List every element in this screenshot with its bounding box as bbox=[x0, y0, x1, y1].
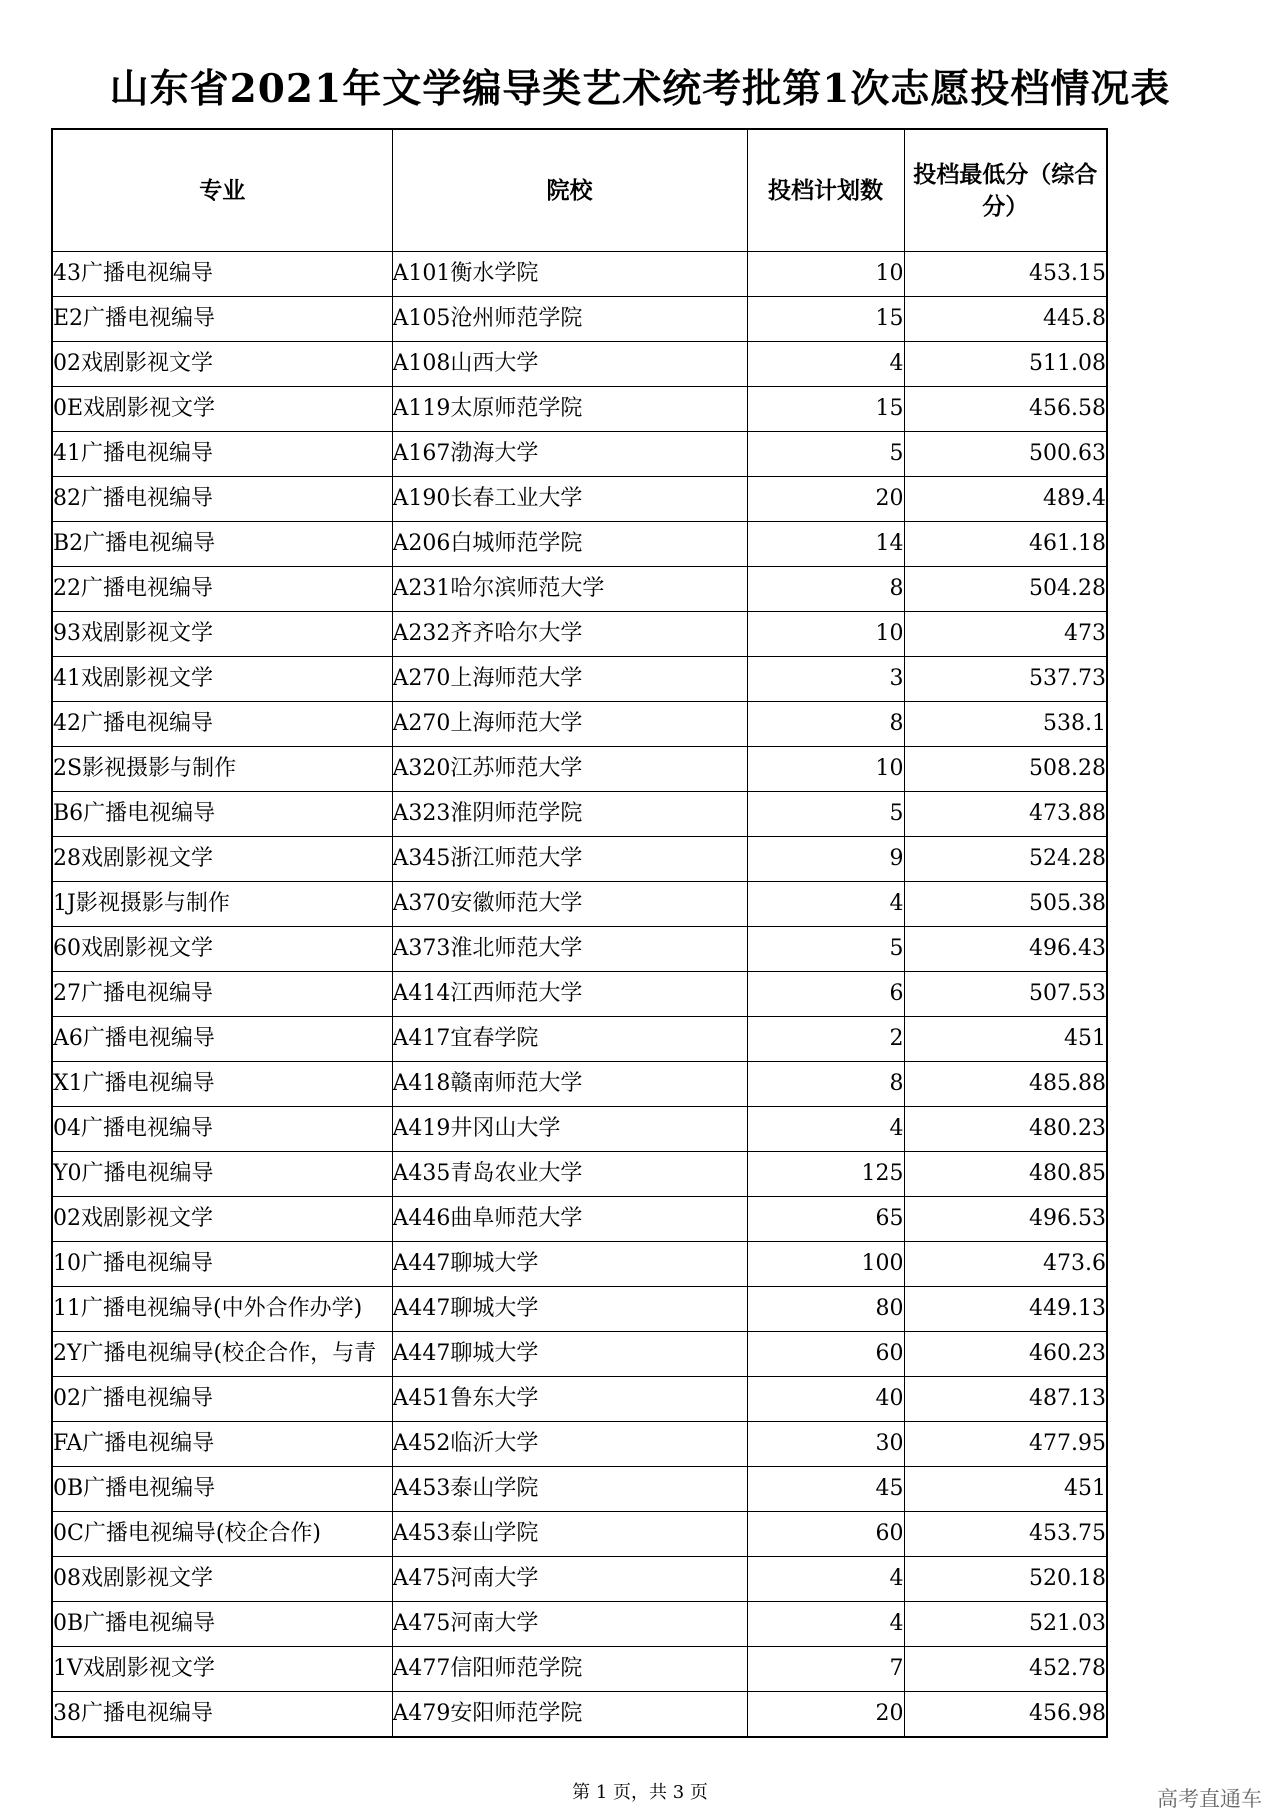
cell-major: 2Y广播电视编导(校企合作，与青 bbox=[52, 1332, 392, 1377]
cell-school: A206白城师范学院 bbox=[392, 522, 747, 567]
cell-score: 477.95 bbox=[904, 1422, 1107, 1467]
cell-plan: 20 bbox=[747, 477, 904, 522]
cell-plan: 2 bbox=[747, 1017, 904, 1062]
cell-major: 02戏剧影视文学 bbox=[52, 342, 392, 387]
cell-school: A447聊城大学 bbox=[392, 1332, 747, 1377]
cell-plan: 5 bbox=[747, 432, 904, 477]
table-row bbox=[52, 702, 1107, 747]
table-row bbox=[52, 1467, 1107, 1512]
cell-school: A419井冈山大学 bbox=[392, 1107, 747, 1152]
cell-score: 452.78 bbox=[904, 1647, 1107, 1692]
cell-score: 500.63 bbox=[904, 432, 1107, 477]
cell-major: 08戏剧影视文学 bbox=[52, 1557, 392, 1602]
cell-score: 521.03 bbox=[904, 1602, 1107, 1647]
cell-plan: 60 bbox=[747, 1332, 904, 1377]
cell-plan: 10 bbox=[747, 252, 904, 297]
cell-school: A418赣南师范大学 bbox=[392, 1062, 747, 1107]
cell-plan: 45 bbox=[747, 1467, 904, 1512]
cell-major: X1广播电视编导 bbox=[52, 1062, 392, 1107]
cell-major: 38广播电视编导 bbox=[52, 1692, 392, 1738]
cell-school: A475河南大学 bbox=[392, 1557, 747, 1602]
cell-plan: 6 bbox=[747, 972, 904, 1017]
cell-plan: 100 bbox=[747, 1242, 904, 1287]
cell-score: 445.8 bbox=[904, 297, 1107, 342]
cell-major: 82广播电视编导 bbox=[52, 477, 392, 522]
cell-school: A475河南大学 bbox=[392, 1602, 747, 1647]
admission-table bbox=[51, 128, 1108, 1738]
table-row bbox=[52, 1152, 1107, 1197]
header-score: 投档最低分（综合分） bbox=[904, 129, 1107, 252]
cell-school: A101衡水学院 bbox=[392, 252, 747, 297]
cell-school: A373淮北师范大学 bbox=[392, 927, 747, 972]
cell-school: A270上海师范大学 bbox=[392, 657, 747, 702]
cell-plan: 8 bbox=[747, 702, 904, 747]
cell-score: 473.6 bbox=[904, 1242, 1107, 1287]
cell-score: 524.28 bbox=[904, 837, 1107, 882]
page-title: 山东省2021年文学编导类艺术统考批第1次志愿投档情况表 bbox=[109, 66, 1171, 112]
cell-major: B2广播电视编导 bbox=[52, 522, 392, 567]
cell-major: B6广播电视编导 bbox=[52, 792, 392, 837]
cell-school: A414江西师范大学 bbox=[392, 972, 747, 1017]
table-row bbox=[52, 657, 1107, 702]
cell-major: 41戏剧影视文学 bbox=[52, 657, 392, 702]
table-header-row bbox=[52, 129, 1107, 252]
cell-school: A320江苏师范大学 bbox=[392, 747, 747, 792]
cell-major: 10广播电视编导 bbox=[52, 1242, 392, 1287]
cell-school: A453泰山学院 bbox=[392, 1467, 747, 1512]
cell-plan: 5 bbox=[747, 927, 904, 972]
cell-score: 453.15 bbox=[904, 252, 1107, 297]
cell-plan: 14 bbox=[747, 522, 904, 567]
cell-score: 496.43 bbox=[904, 927, 1107, 972]
cell-school: A417宜春学院 bbox=[392, 1017, 747, 1062]
cell-plan: 40 bbox=[747, 1377, 904, 1422]
cell-score: 489.4 bbox=[904, 477, 1107, 522]
cell-school: A323淮阴师范学院 bbox=[392, 792, 747, 837]
cell-score: 451 bbox=[904, 1467, 1107, 1512]
cell-plan: 7 bbox=[747, 1647, 904, 1692]
cell-score: 449.13 bbox=[904, 1287, 1107, 1332]
cell-plan: 8 bbox=[747, 567, 904, 612]
cell-score: 473.88 bbox=[904, 792, 1107, 837]
cell-school: A232齐齐哈尔大学 bbox=[392, 612, 747, 657]
table-row bbox=[52, 612, 1107, 657]
cell-major: 93戏剧影视文学 bbox=[52, 612, 392, 657]
table-row bbox=[52, 1647, 1107, 1692]
table-row bbox=[52, 927, 1107, 972]
cell-score: 480.23 bbox=[904, 1107, 1107, 1152]
table-row bbox=[52, 1377, 1107, 1422]
cell-school: A167渤海大学 bbox=[392, 432, 747, 477]
cell-plan: 15 bbox=[747, 387, 904, 432]
table-row bbox=[52, 972, 1107, 1017]
cell-plan: 20 bbox=[747, 1692, 904, 1738]
table-row bbox=[52, 837, 1107, 882]
table-row bbox=[52, 522, 1107, 567]
cell-school: A446曲阜师范大学 bbox=[392, 1197, 747, 1242]
cell-major: 42广播电视编导 bbox=[52, 702, 392, 747]
cell-score: 473 bbox=[904, 612, 1107, 657]
cell-school: A270上海师范大学 bbox=[392, 702, 747, 747]
table-row bbox=[52, 342, 1107, 387]
cell-school: A231哈尔滨师范大学 bbox=[392, 567, 747, 612]
cell-major: 60戏剧影视文学 bbox=[52, 927, 392, 972]
cell-score: 538.1 bbox=[904, 702, 1107, 747]
table-row bbox=[52, 1062, 1107, 1107]
header-major: 专业 bbox=[52, 129, 392, 252]
cell-score: 485.88 bbox=[904, 1062, 1107, 1107]
table-row bbox=[52, 1107, 1107, 1152]
cell-major: 1V戏剧影视文学 bbox=[52, 1647, 392, 1692]
cell-plan: 65 bbox=[747, 1197, 904, 1242]
table-row bbox=[52, 432, 1107, 477]
cell-school: A452临沂大学 bbox=[392, 1422, 747, 1467]
cell-school: A105沧州师范学院 bbox=[392, 297, 747, 342]
cell-score: 508.28 bbox=[904, 747, 1107, 792]
page-footer: 第 1 页，共 3 页 bbox=[572, 1782, 708, 1803]
cell-score: 461.18 bbox=[904, 522, 1107, 567]
table-row bbox=[52, 1692, 1107, 1738]
cell-plan: 4 bbox=[747, 1602, 904, 1647]
cell-school: A435青岛农业大学 bbox=[392, 1152, 747, 1197]
table-row bbox=[52, 882, 1107, 927]
cell-score: 505.38 bbox=[904, 882, 1107, 927]
table-row bbox=[52, 747, 1107, 792]
cell-school: A190长春工业大学 bbox=[392, 477, 747, 522]
table-row bbox=[52, 1557, 1107, 1602]
cell-plan: 10 bbox=[747, 747, 904, 792]
cell-major: E2广播电视编导 bbox=[52, 297, 392, 342]
cell-school: A370安徽师范大学 bbox=[392, 882, 747, 927]
table-row bbox=[52, 1332, 1107, 1377]
cell-plan: 4 bbox=[747, 882, 904, 927]
table-row bbox=[52, 1197, 1107, 1242]
table-row bbox=[52, 1422, 1107, 1467]
cell-major: 28戏剧影视文学 bbox=[52, 837, 392, 882]
cell-plan: 5 bbox=[747, 792, 904, 837]
cell-major: 02广播电视编导 bbox=[52, 1377, 392, 1422]
header-plan: 投档计划数 bbox=[747, 129, 904, 252]
cell-plan: 9 bbox=[747, 837, 904, 882]
cell-major: 41广播电视编导 bbox=[52, 432, 392, 477]
cell-score: 504.28 bbox=[904, 567, 1107, 612]
table-row bbox=[52, 1512, 1107, 1557]
cell-major: 02戏剧影视文学 bbox=[52, 1197, 392, 1242]
cell-school: A451鲁东大学 bbox=[392, 1377, 747, 1422]
cell-score: 480.85 bbox=[904, 1152, 1107, 1197]
table-body bbox=[52, 252, 1107, 1738]
cell-plan: 3 bbox=[747, 657, 904, 702]
cell-school: A447聊城大学 bbox=[392, 1242, 747, 1287]
cell-major: 11广播电视编导(中外合作办学) bbox=[52, 1287, 392, 1332]
cell-score: 520.18 bbox=[904, 1557, 1107, 1602]
cell-score: 487.13 bbox=[904, 1377, 1107, 1422]
cell-plan: 8 bbox=[747, 1062, 904, 1107]
cell-plan: 15 bbox=[747, 297, 904, 342]
cell-major: 0E戏剧影视文学 bbox=[52, 387, 392, 432]
watermark: 高考直通车 bbox=[1157, 1787, 1262, 1811]
cell-score: 511.08 bbox=[904, 342, 1107, 387]
table-row bbox=[52, 1602, 1107, 1647]
cell-score: 496.53 bbox=[904, 1197, 1107, 1242]
cell-major: 0B广播电视编导 bbox=[52, 1602, 392, 1647]
table-row bbox=[52, 792, 1107, 837]
table-row bbox=[52, 1017, 1107, 1062]
cell-major: 22广播电视编导 bbox=[52, 567, 392, 612]
cell-school: A453泰山学院 bbox=[392, 1512, 747, 1557]
table-row bbox=[52, 252, 1107, 297]
cell-score: 451 bbox=[904, 1017, 1107, 1062]
table-row bbox=[52, 387, 1107, 432]
cell-school: A477信阳师范学院 bbox=[392, 1647, 747, 1692]
cell-major: 0B广播电视编导 bbox=[52, 1467, 392, 1512]
cell-major: Y0广播电视编导 bbox=[52, 1152, 392, 1197]
table-row bbox=[52, 477, 1107, 522]
cell-score: 453.75 bbox=[904, 1512, 1107, 1557]
cell-plan: 30 bbox=[747, 1422, 904, 1467]
cell-major: 43广播电视编导 bbox=[52, 252, 392, 297]
cell-plan: 4 bbox=[747, 1107, 904, 1152]
cell-school: A119太原师范学院 bbox=[392, 387, 747, 432]
cell-school: A479安阳师范学院 bbox=[392, 1692, 747, 1738]
cell-plan: 125 bbox=[747, 1152, 904, 1197]
cell-school: A345浙江师范大学 bbox=[392, 837, 747, 882]
cell-plan: 60 bbox=[747, 1512, 904, 1557]
cell-major: 27广播电视编导 bbox=[52, 972, 392, 1017]
cell-plan: 80 bbox=[747, 1287, 904, 1332]
cell-score: 537.73 bbox=[904, 657, 1107, 702]
cell-major: 2S影视摄影与制作 bbox=[52, 747, 392, 792]
cell-score: 456.98 bbox=[904, 1692, 1107, 1738]
cell-plan: 4 bbox=[747, 1557, 904, 1602]
cell-score: 460.23 bbox=[904, 1332, 1107, 1377]
header-school: 院校 bbox=[392, 129, 747, 252]
cell-major: 1J影视摄影与制作 bbox=[52, 882, 392, 927]
cell-score: 507.53 bbox=[904, 972, 1107, 1017]
table-row bbox=[52, 1287, 1107, 1332]
cell-major: A6广播电视编导 bbox=[52, 1017, 392, 1062]
table-row bbox=[52, 567, 1107, 612]
cell-school: A108山西大学 bbox=[392, 342, 747, 387]
cell-score: 456.58 bbox=[904, 387, 1107, 432]
table-row bbox=[52, 1242, 1107, 1287]
cell-major: FA广播电视编导 bbox=[52, 1422, 392, 1467]
cell-major: 04广播电视编导 bbox=[52, 1107, 392, 1152]
table-row bbox=[52, 297, 1107, 342]
cell-major: 0C广播电视编导(校企合作) bbox=[52, 1512, 392, 1557]
cell-plan: 10 bbox=[747, 612, 904, 657]
cell-school: A447聊城大学 bbox=[392, 1287, 747, 1332]
cell-plan: 4 bbox=[747, 342, 904, 387]
